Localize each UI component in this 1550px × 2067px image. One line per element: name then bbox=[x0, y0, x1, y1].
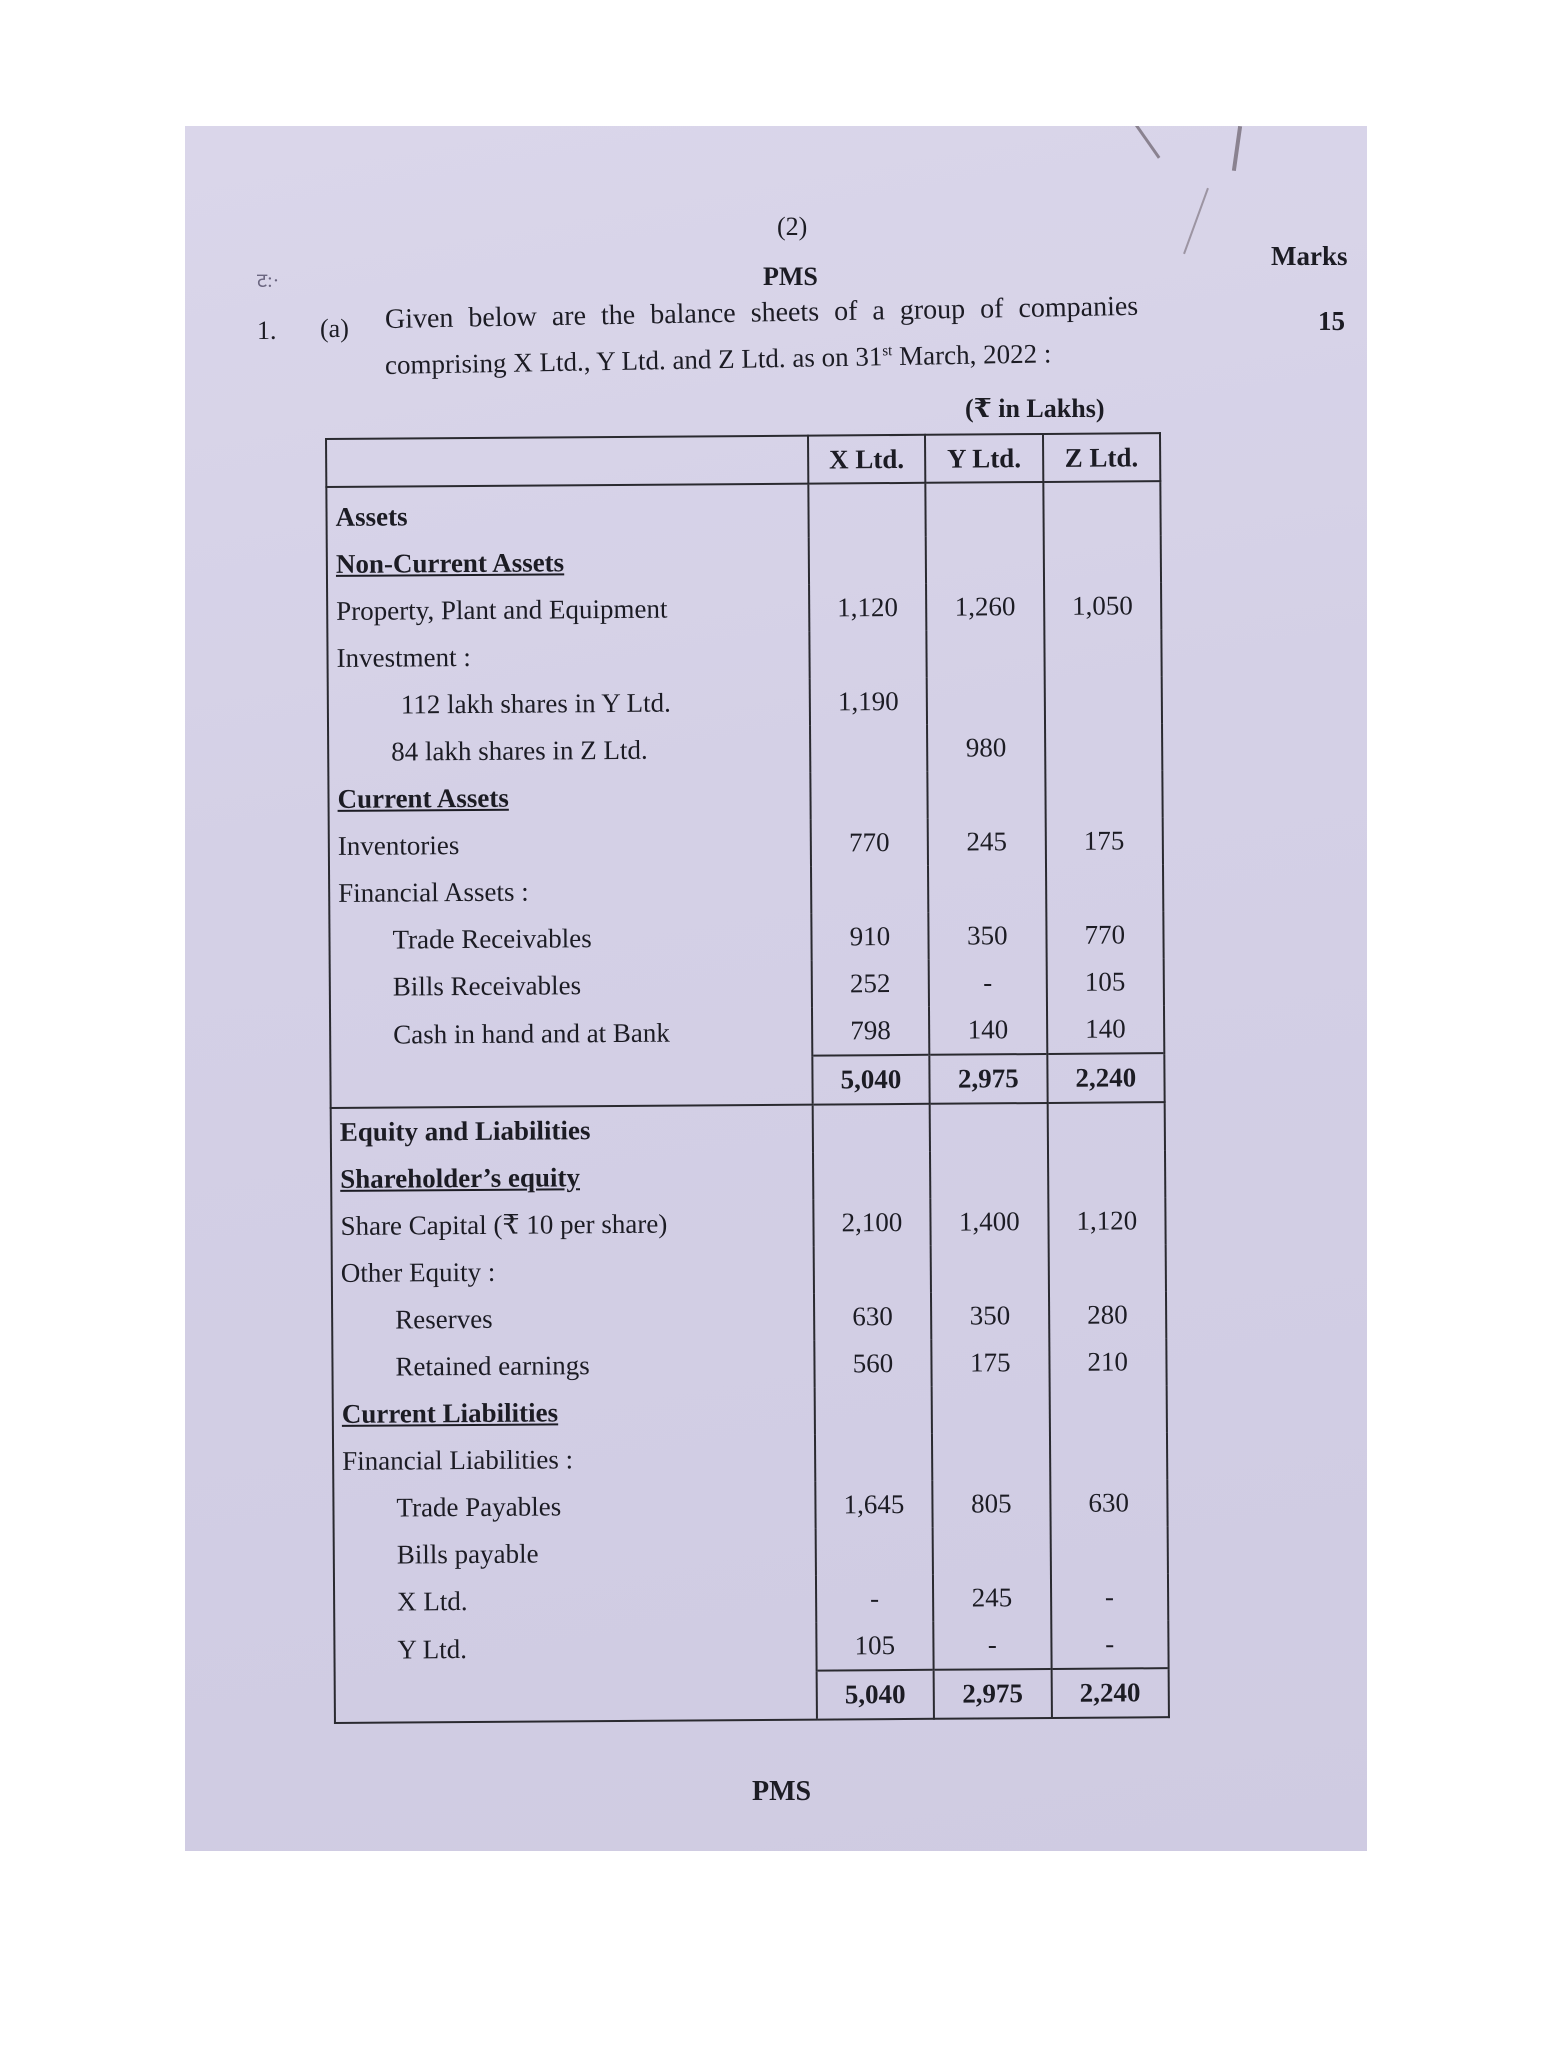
table-row bbox=[331, 1197, 1165, 1250]
value-x-ltd bbox=[808, 483, 926, 538]
row-label: Y Ltd. bbox=[334, 1623, 816, 1674]
value-x-ltd: 798 bbox=[812, 1007, 930, 1056]
value-z-ltd bbox=[1050, 1526, 1168, 1574]
value-z-ltd: - bbox=[1051, 1620, 1169, 1669]
table-row bbox=[333, 1479, 1167, 1532]
row-label: Investment : bbox=[327, 632, 809, 682]
value-x-ltd bbox=[812, 1104, 930, 1153]
paper-crease bbox=[1232, 126, 1242, 171]
column-header-blank bbox=[326, 436, 808, 487]
row-label: Current Assets bbox=[328, 773, 810, 823]
question-marks: 15 bbox=[1318, 306, 1345, 336]
question-part: (a) bbox=[320, 314, 349, 343]
value-z-ltd bbox=[1045, 770, 1163, 818]
value-x-ltd: 1,120 bbox=[809, 584, 927, 632]
question-text-line2-prefix: comprising X Ltd., Y Ltd. and Z Ltd. as on 31 bbox=[384, 341, 883, 380]
table-row bbox=[331, 1102, 1165, 1156]
value-x-ltd: 910 bbox=[811, 913, 929, 961]
value-z-ltd bbox=[1050, 1432, 1168, 1480]
value-y-ltd bbox=[927, 677, 1045, 725]
table-row bbox=[334, 1573, 1168, 1626]
value-x-ltd: 770 bbox=[810, 819, 928, 867]
table-row bbox=[328, 770, 1162, 823]
value-y-ltd bbox=[925, 482, 1043, 537]
table-row bbox=[333, 1432, 1167, 1485]
question-text-line1: Given below are the balance sheets of a group of companies bbox=[384, 290, 1139, 335]
value-x-ltd bbox=[808, 537, 926, 585]
value-z-ltd bbox=[1047, 1102, 1165, 1151]
value-y-ltd: 2,975 bbox=[934, 1669, 1052, 1719]
value-y-ltd: 350 bbox=[928, 912, 1046, 960]
table-body bbox=[326, 481, 1169, 1723]
table-row bbox=[327, 629, 1161, 682]
value-x-ltd bbox=[811, 866, 929, 914]
value-y-ltd bbox=[931, 1245, 1049, 1293]
value-y-ltd bbox=[932, 1386, 1050, 1434]
column-header-x-ltd: X Ltd. bbox=[808, 435, 926, 484]
value-y-ltd bbox=[926, 536, 1044, 584]
value-y-ltd: 350 bbox=[931, 1292, 1049, 1340]
row-label: Share Capital (₹ 10 per share) bbox=[331, 1200, 813, 1250]
table-row bbox=[331, 1150, 1165, 1203]
row-label: Trade Payables bbox=[333, 1482, 815, 1532]
table-row bbox=[329, 911, 1163, 964]
value-y-ltd: 175 bbox=[931, 1339, 1049, 1387]
table-row bbox=[330, 958, 1164, 1011]
question-number: 1. bbox=[257, 316, 277, 345]
value-z-ltd bbox=[1043, 535, 1161, 583]
total-row bbox=[330, 1053, 1164, 1108]
question-text-line2-suffix: March, 2022 : bbox=[892, 338, 1052, 372]
value-z-ltd bbox=[1044, 676, 1162, 724]
row-label: 84 lakh shares in Z Ltd. bbox=[328, 726, 810, 776]
value-x-ltd: 1,190 bbox=[809, 678, 927, 726]
row-label: Other Equity : bbox=[332, 1247, 814, 1297]
row-label: Reserves bbox=[332, 1294, 814, 1344]
column-header-z-ltd: Z Ltd. bbox=[1043, 433, 1161, 482]
value-z-ltd bbox=[1044, 629, 1162, 677]
value-x-ltd: 560 bbox=[814, 1340, 932, 1388]
table-row bbox=[329, 864, 1163, 917]
value-x-ltd: 5,040 bbox=[816, 1670, 934, 1720]
paper-crease bbox=[1135, 126, 1160, 159]
table-row bbox=[332, 1338, 1166, 1391]
value-x-ltd bbox=[809, 631, 927, 679]
row-label: X Ltd. bbox=[334, 1576, 816, 1626]
row-label: Bills Receivables bbox=[330, 961, 812, 1011]
table-row bbox=[334, 1620, 1168, 1674]
value-x-ltd: 630 bbox=[814, 1293, 932, 1341]
table-row bbox=[329, 817, 1163, 870]
value-y-ltd: 1,400 bbox=[930, 1198, 1048, 1246]
column-header-y-ltd: Y Ltd. bbox=[925, 434, 1043, 483]
value-z-ltd bbox=[1048, 1244, 1166, 1292]
table-row bbox=[333, 1385, 1167, 1438]
margin-scribble: ट:· bbox=[257, 270, 280, 292]
value-x-ltd: 105 bbox=[816, 1622, 934, 1671]
value-z-ltd: - bbox=[1051, 1573, 1169, 1621]
paper-crease bbox=[1183, 188, 1209, 254]
balance-sheet bbox=[325, 432, 1170, 1724]
value-x-ltd bbox=[810, 725, 928, 773]
value-y-ltd: 805 bbox=[932, 1480, 1050, 1528]
value-z-ltd: 2,240 bbox=[1047, 1053, 1165, 1103]
page-number: (2) bbox=[777, 212, 808, 241]
row-label: Property, Plant and Equipment bbox=[327, 585, 809, 635]
value-z-ltd bbox=[1043, 481, 1161, 536]
value-y-ltd: - bbox=[929, 959, 1047, 1007]
value-z-ltd: 210 bbox=[1049, 1338, 1167, 1386]
row-label: Bills payable bbox=[334, 1529, 816, 1579]
value-y-ltd: 245 bbox=[933, 1574, 1051, 1622]
value-y-ltd bbox=[927, 771, 1045, 819]
row-label: Assets bbox=[326, 484, 808, 541]
value-x-ltd bbox=[813, 1246, 931, 1294]
date-ordinal-suffix: st bbox=[882, 343, 893, 360]
row-label bbox=[330, 1056, 812, 1108]
value-y-ltd: 2,975 bbox=[929, 1054, 1047, 1104]
value-z-ltd bbox=[1046, 864, 1164, 912]
value-z-ltd: 140 bbox=[1047, 1005, 1165, 1054]
value-y-ltd: 1,260 bbox=[926, 583, 1044, 631]
value-z-ltd bbox=[1049, 1385, 1167, 1433]
table-row bbox=[330, 1005, 1164, 1059]
row-label: Equity and Liabilities bbox=[331, 1105, 813, 1156]
row-label: 112 lakh shares in Y Ltd. bbox=[328, 679, 810, 729]
table-row bbox=[332, 1291, 1166, 1344]
value-z-ltd: 105 bbox=[1046, 958, 1164, 1006]
table-row bbox=[326, 481, 1160, 541]
value-z-ltd: 770 bbox=[1046, 911, 1164, 959]
row-label: Retained earnings bbox=[332, 1341, 814, 1391]
value-z-ltd: 1,120 bbox=[1048, 1197, 1166, 1245]
row-label: Trade Receivables bbox=[329, 914, 811, 964]
table-row bbox=[327, 582, 1161, 635]
value-y-ltd: 245 bbox=[928, 818, 1046, 866]
total-row bbox=[335, 1668, 1169, 1723]
value-x-ltd bbox=[813, 1152, 931, 1200]
value-y-ltd bbox=[927, 630, 1045, 678]
value-z-ltd: 1,050 bbox=[1044, 582, 1162, 630]
value-x-ltd: 5,040 bbox=[812, 1055, 930, 1105]
table-row bbox=[332, 1244, 1166, 1297]
value-x-ltd: 1,645 bbox=[815, 1481, 933, 1529]
value-x-ltd bbox=[815, 1528, 933, 1576]
row-label: Financial Liabilities : bbox=[333, 1435, 815, 1485]
row-label: Non-Current Assets bbox=[327, 538, 809, 588]
value-y-ltd bbox=[932, 1433, 1050, 1481]
table-row bbox=[334, 1526, 1168, 1579]
balance-sheet-table bbox=[325, 432, 1170, 1724]
value-y-ltd bbox=[930, 1151, 1048, 1199]
value-x-ltd bbox=[810, 772, 928, 820]
value-z-ltd: 630 bbox=[1050, 1479, 1168, 1527]
value-y-ltd bbox=[928, 865, 1046, 913]
value-x-ltd: 252 bbox=[811, 960, 929, 1008]
value-y-ltd: 980 bbox=[927, 724, 1045, 772]
row-label: Financial Assets : bbox=[329, 867, 811, 917]
table-row bbox=[327, 535, 1161, 588]
row-label: Inventories bbox=[329, 820, 811, 870]
footer-code: PMS bbox=[752, 1776, 812, 1807]
value-z-ltd bbox=[1048, 1150, 1166, 1198]
row-label: Cash in hand and at Bank bbox=[330, 1008, 812, 1059]
table-row bbox=[328, 676, 1162, 729]
question-text-line2 bbox=[385, 338, 1052, 381]
value-x-ltd: 2,100 bbox=[813, 1199, 931, 1247]
header-code: PMS bbox=[763, 262, 818, 291]
row-label: Current Liabilities bbox=[333, 1388, 815, 1438]
value-y-ltd: - bbox=[933, 1621, 1051, 1670]
value-x-ltd: - bbox=[816, 1575, 934, 1623]
value-z-ltd bbox=[1045, 723, 1163, 771]
value-z-ltd: 175 bbox=[1045, 817, 1163, 865]
value-x-ltd bbox=[815, 1434, 933, 1482]
table-header-row bbox=[326, 433, 1160, 487]
row-label: Shareholder’s equity bbox=[331, 1153, 813, 1203]
value-z-ltd: 280 bbox=[1049, 1291, 1167, 1339]
value-x-ltd bbox=[814, 1387, 932, 1435]
marks-heading: Marks bbox=[1271, 241, 1348, 271]
table-row bbox=[328, 723, 1162, 776]
currency-unit: (₹ in Lakhs) bbox=[965, 394, 1105, 423]
document-photo bbox=[185, 126, 1367, 1851]
value-y-ltd: 140 bbox=[929, 1006, 1047, 1055]
value-z-ltd: 2,240 bbox=[1051, 1668, 1169, 1718]
value-y-ltd bbox=[930, 1103, 1048, 1152]
value-y-ltd bbox=[933, 1527, 1051, 1575]
row-label bbox=[335, 1671, 817, 1723]
